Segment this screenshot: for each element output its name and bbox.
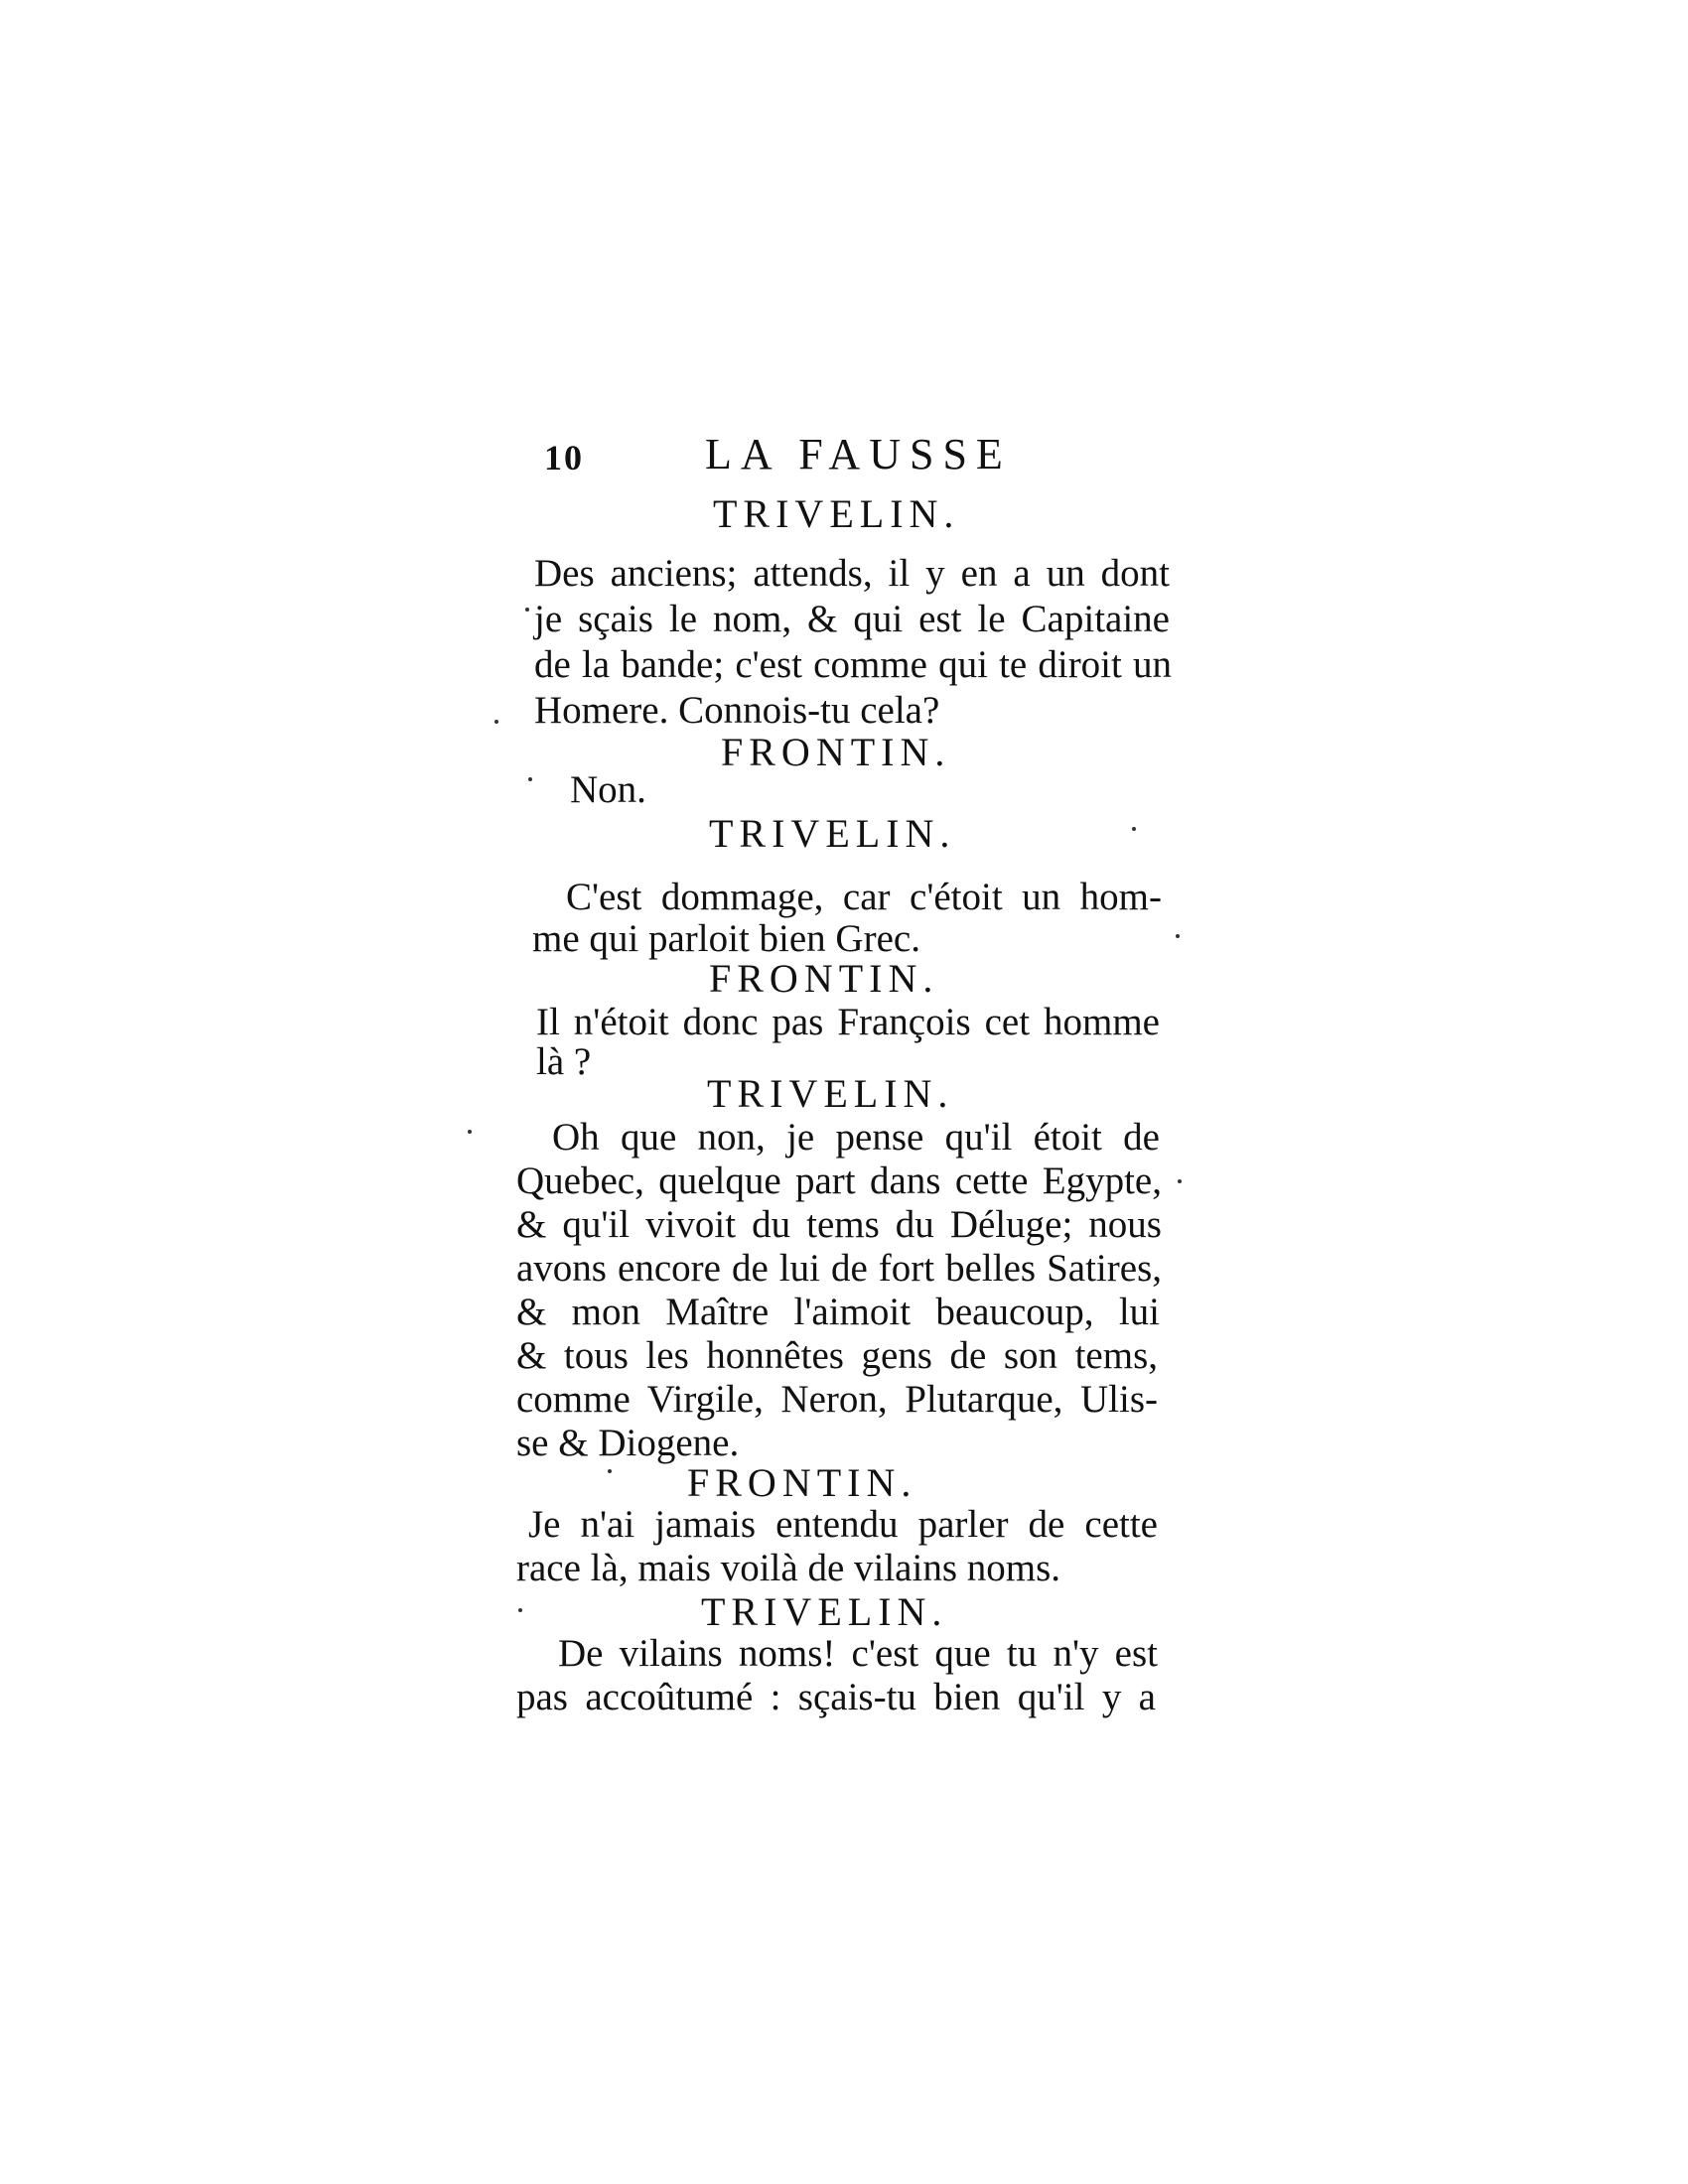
speaker-name: TRIVELIN. — [701, 1589, 948, 1634]
text-line: De vilains noms! c'est que tu n'y est — [558, 1632, 1158, 1675]
text-line: Je n'ai jamais entendu parler de cette — [528, 1503, 1158, 1546]
text-line: & mon Maître l'aimoit beaucoup, lui — [516, 1291, 1160, 1333]
scan-speck — [525, 608, 529, 612]
text-line: Il n'étoit donc pas François cet homme — [536, 1001, 1160, 1043]
running-title: LA FAUSSE — [705, 430, 1012, 478]
text-line: se & Diogene. — [516, 1422, 740, 1464]
scan-speck — [494, 720, 498, 724]
page-number: 10 — [544, 438, 584, 478]
text-line: je sçais le nom, & qui est le Capitaine — [534, 598, 1170, 640]
scan-speck — [1178, 1179, 1182, 1183]
scan-speck — [468, 1130, 472, 1134]
text-line: Quebec, quelque part dans cette Egypte, — [516, 1160, 1162, 1202]
text-line: & qu'il vivoit du tems du Déluge; nous — [516, 1203, 1162, 1246]
text-line: Non. — [570, 768, 646, 811]
text-line: Oh que non, je pense qu'il étoit de — [552, 1116, 1160, 1159]
text-line: race là, mais voilà de vilains noms. — [516, 1547, 1061, 1589]
text-line: & tous les honnêtes gens de son tems, — [516, 1334, 1158, 1377]
text-line: pas accoûtumé : sçais-tu bien qu'il y a — [516, 1676, 1156, 1718]
speaker-name: TRIVELIN. — [713, 491, 960, 536]
text-line: là ? — [536, 1040, 592, 1083]
page-header — [536, 429, 1172, 488]
text-line: Des anciens; attends, il y en a un dont — [534, 552, 1170, 595]
scan-speck — [528, 777, 532, 781]
scan-speck — [518, 1608, 522, 1612]
speaker-name: TRIVELIN. — [707, 1071, 954, 1116]
scan-speck — [1132, 827, 1136, 831]
speaker-name: FRONTIN. — [687, 1460, 917, 1505]
speaker-name: FRONTIN. — [709, 956, 939, 1001]
speaker-name: FRONTIN. — [721, 730, 951, 774]
scan-speck — [608, 1469, 612, 1473]
text-line: de la bande; c'est comme qui te diroit un — [534, 643, 1172, 686]
text-line: C'est dommage, car c'étoit un hom- — [566, 876, 1162, 918]
text-line: Homere. Connois-tu cela? — [534, 689, 940, 732]
text-line: comme Virgile, Neron, Plutarque, Ulis- — [516, 1378, 1158, 1421]
scan-speck — [1176, 934, 1180, 938]
text-line: me qui parloit bien Grec. — [532, 917, 920, 960]
text-line: avons encore de lui de fort belles Satires, — [516, 1247, 1162, 1290]
speaker-name: TRIVELIN. — [709, 811, 956, 856]
